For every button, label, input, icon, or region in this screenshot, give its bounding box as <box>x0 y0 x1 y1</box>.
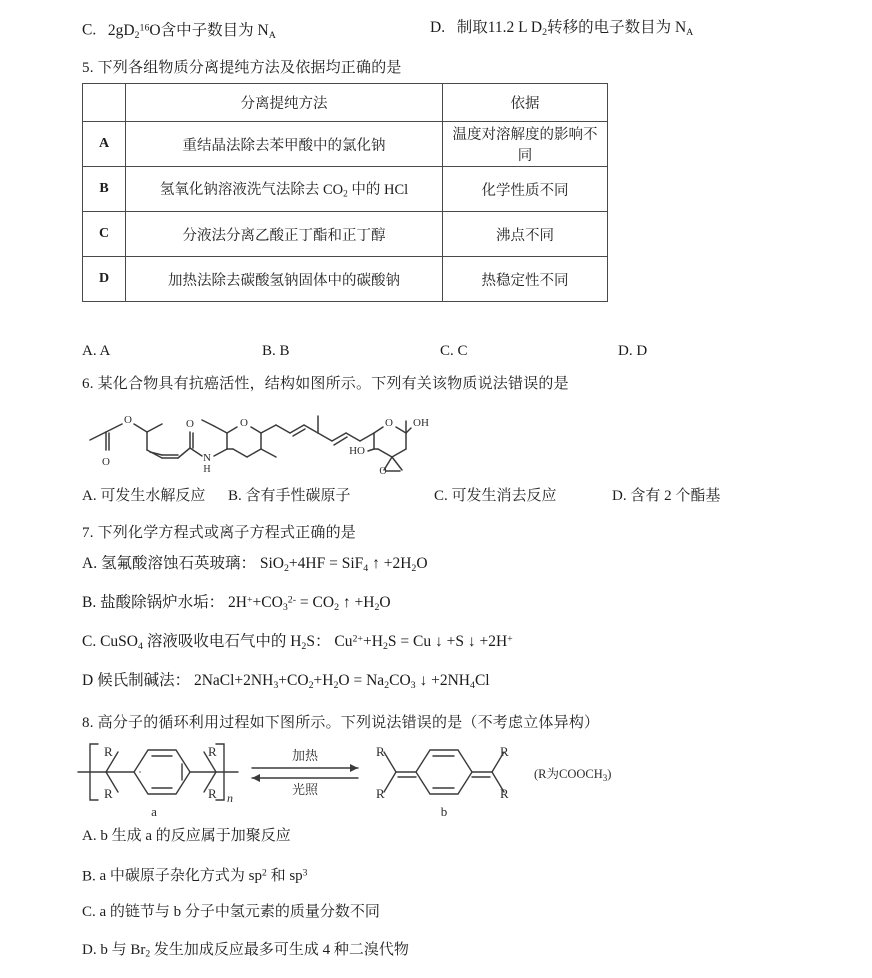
table-body <box>83 122 608 302</box>
q6-option-c: C. 可发生消去反应 <box>434 488 557 504</box>
row-method-c: 分液法分离乙酸正丁酯和正丁醇 <box>126 212 443 257</box>
question-7-stem <box>82 523 356 543</box>
q4-option-c-label: C. <box>82 21 97 39</box>
q7-option-b: B. 盐酸除锅炉水垢： $2H^++CO_3^{2-} = CO_2$ ↑ $+H_2O$ <box>82 594 391 613</box>
r-label: R <box>104 744 113 759</box>
row-method-d: 加热法除去碳酸氢钠固体中的碳酸钠 <box>126 257 443 302</box>
row-label-a: A <box>83 122 126 167</box>
q8-option-a: A. b 生成 a 的反应属于加聚反应 <box>82 828 291 844</box>
q8-option-b: B. a 中碳原子杂化方式为 $sp^2$ 和 $sp^3$ <box>82 868 308 885</box>
q6-option-d: D. 含有 2 个酯基 <box>612 488 721 504</box>
q7-equation-d: $2NaCl+2NH_3+CO_2+H_2O = Na_2CO_3$ ↓ $+2NH_4Cl$ <box>193 672 490 691</box>
row-label-b: B <box>83 167 126 212</box>
q7-desc-c: CuSO$_4$ 溶液吸收电石气中的 $H_2S$： <box>100 633 331 652</box>
q7-option-a: A. 氢氟酸溶蚀石英玻璃： SiO$_2$+4HF = SiF$_4$ ↑ $+2H_2O$ <box>82 555 428 574</box>
q5-answer-a: A. A <box>82 343 111 359</box>
q8-option-d-text: b 与 $Br_2$ 发生加成反应最多可生成 4 种二溴代物 <box>100 942 409 960</box>
question-6-text: 某化合物具有抗癌活性，结构如图所示。下列有关该物质说法错误的是 <box>97 376 569 392</box>
anticancer-compound-structure <box>84 396 436 478</box>
question-5-number: 5. <box>82 60 94 76</box>
q4-option-c <box>82 18 276 45</box>
q8-option-c-text: a 的链节与 b 分子中氢元素的质量分数不同 <box>99 904 380 920</box>
q7-equation-c: $Cu^{2+}+H_2S = Cu$ ↓ +S ↓ +2H+ <box>334 633 513 652</box>
table-row <box>83 257 608 302</box>
svg-text:H: H <box>203 464 211 475</box>
q8-option-c: C. a 的链节与 b 分子中氢元素的质量分数不同 <box>82 904 380 920</box>
q4-option-d-text: 制取11.2 L $D_2$转移的电子数目为 $N_A$ <box>456 19 694 38</box>
q5-answer-b: B. B <box>262 343 290 359</box>
svg-text:O: O <box>385 417 393 429</box>
row-basis-d: 热稳定性不同 <box>443 257 608 302</box>
scheme-label-a: a <box>151 804 157 819</box>
question-5-text: 下列各组物质分离提纯方法及依据均正确的是 <box>97 60 402 76</box>
question-6-number: 6. <box>82 376 94 392</box>
question-5-stem <box>82 58 402 78</box>
question-8-text: 高分子的循环利用过程如下图所示。下列说法错误的是（不考虑立体异构） <box>97 715 600 731</box>
q4-option-c-text: $2gD_2^{16}O$含中子数目为 $N_A$ <box>107 21 276 41</box>
scheme-label-b: b <box>440 804 448 819</box>
svg-text:O: O <box>379 466 387 477</box>
table-header-row <box>83 84 608 122</box>
r-label: R <box>208 786 217 801</box>
table-header-method: 分离提纯方法 <box>126 84 443 122</box>
q5-answer-d: D. D <box>618 343 648 359</box>
row-basis-c: 沸点不同 <box>443 212 608 257</box>
question-8-stem <box>82 713 599 733</box>
table-header-blank <box>83 84 126 122</box>
q8-option-b-text: a 中碳原子杂化方式为 $sp^2$ 和 $sp^3$ <box>99 868 308 885</box>
question-7-text: 下列化学方程式或离子方程式正确的是 <box>97 525 357 541</box>
q4-option-d <box>430 18 693 43</box>
q7-equation-b: $2H^++CO_3^{2-} = CO_2$ ↑ $+H_2O$ <box>227 594 391 613</box>
q4-option-d-label: D. <box>430 19 446 36</box>
svg-text:OH: OH <box>413 417 429 429</box>
q7-option-d: D 候氏制碱法： $2NaCl+2NH_3+CO_2+H_2O = Na_2CO_3$ ↓ $+2NH_4Cl$ <box>82 672 490 691</box>
r-label: R <box>376 786 385 801</box>
row-basis-a: 温度对溶解度的影响不同 <box>443 122 608 167</box>
r-group-note: (R为$COOCH_3$) <box>534 767 612 783</box>
row-method-a: 重结晶法除去苯甲酸中的氯化钠 <box>126 122 443 167</box>
q6-option-a: A. 可发生水解反应 <box>82 488 206 504</box>
question-7-number: 7. <box>82 525 94 541</box>
table-row <box>83 167 608 212</box>
q5-answer-c: C. C <box>440 343 468 359</box>
row-label-d: D <box>83 257 126 302</box>
svg-text:HO: HO <box>349 445 365 457</box>
question-6-stem <box>82 374 569 394</box>
polymer-cycle-scheme <box>76 736 612 820</box>
q8-option-d: D. b 与 $Br_2$ 发生加成反应最多可生成 4 种二溴代物 <box>82 942 409 960</box>
table-row <box>83 122 608 167</box>
row-label-c: C <box>83 212 126 257</box>
svg-text:O: O <box>124 414 132 426</box>
svg-text:N: N <box>203 452 211 464</box>
q6-option-b: B. 含有手性碳原子 <box>228 488 351 504</box>
arrow-bottom-label: 光照 <box>291 782 319 797</box>
separation-methods-table <box>82 83 608 302</box>
row-basis-b: 化学性质不同 <box>443 167 608 212</box>
r-label: R <box>500 786 509 801</box>
r-label: R <box>500 744 509 759</box>
svg-text:O: O <box>240 417 248 429</box>
q7-option-c: C. CuSO$_4$ 溶液吸收电石气中的 $H_2S$： $Cu^{2+}+H_2S = Cu$ ↓ +S ↓ +2H+ <box>82 633 513 652</box>
arrow-top-label: 加热 <box>291 748 319 763</box>
r-label: R <box>104 786 113 801</box>
table-row <box>83 212 608 257</box>
table-header-basis: 依据 <box>443 84 608 122</box>
repeat-subscript: n <box>227 791 233 805</box>
q8-option-a-text: b 生成 a 的反应属于加聚反应 <box>100 828 291 844</box>
svg-text:O: O <box>102 456 110 468</box>
q7-equation-a: SiO$_2$+4HF = SiF$_4$ ↑ $+2H_2O$ <box>259 555 428 574</box>
row-method-b: 氢氧化钠溶液洗气法除去 $CO_2$ 中的 HCl <box>126 167 443 212</box>
question-8-number: 8. <box>82 715 94 731</box>
r-label: R <box>208 744 217 759</box>
svg-text:O: O <box>186 418 194 430</box>
r-label: R <box>376 744 385 759</box>
